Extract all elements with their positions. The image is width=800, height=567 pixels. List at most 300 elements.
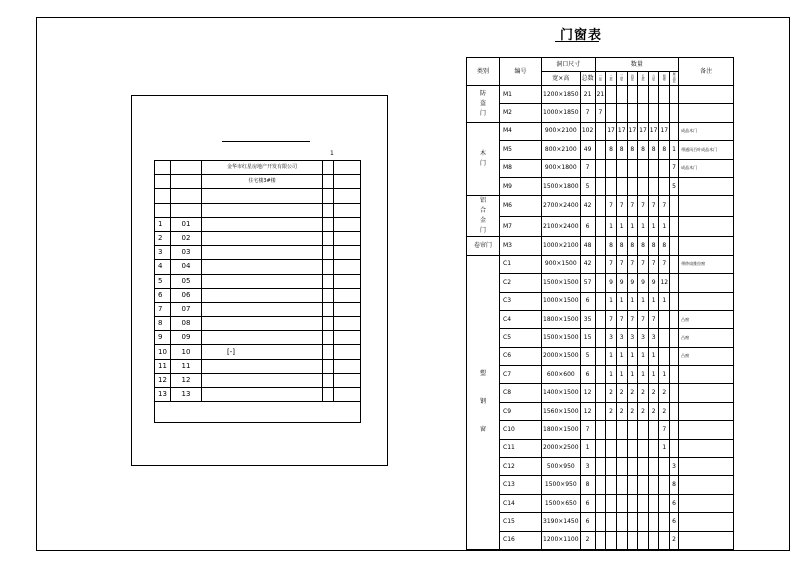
- floor-qty: [648, 458, 659, 476]
- floor-qty: 1: [659, 439, 670, 457]
- floor-qty: [638, 177, 649, 195]
- index-code: 05: [171, 274, 202, 288]
- floor-qty: 7: [616, 196, 627, 217]
- item-remark: 凸窗: [679, 310, 734, 328]
- floor-qty: 17: [616, 122, 627, 140]
- floor-qty: 7: [648, 310, 659, 328]
- floor-qty: [648, 531, 659, 549]
- index-code: 04: [171, 260, 202, 274]
- index-number: 6: [155, 288, 171, 302]
- item-total: 49: [580, 141, 595, 159]
- floor-qty: 7: [659, 196, 670, 217]
- floor-qty: [638, 421, 649, 439]
- floor-col-header: 三层: [616, 72, 627, 86]
- floor-qty: [627, 421, 638, 439]
- floor-qty: 8: [638, 141, 649, 159]
- category-cell: 铝合金门: [467, 196, 500, 237]
- floor-qty: [606, 531, 617, 549]
- item-remark: [679, 458, 734, 476]
- floor-qty: 1: [659, 216, 670, 237]
- floor-qty: 12: [659, 274, 670, 292]
- floor-qty: 3: [670, 458, 679, 476]
- floor-qty: 7: [627, 196, 638, 217]
- index-code: 10: [171, 345, 202, 359]
- floor-qty: 1: [606, 216, 617, 237]
- index-code: 09: [171, 331, 202, 345]
- width-height-header: 宽×高: [542, 72, 581, 86]
- floor-qty: [670, 237, 679, 255]
- floor-qty: [659, 531, 670, 549]
- floor-qty: [648, 421, 659, 439]
- floor-qty: [627, 494, 638, 512]
- index-code: 01: [171, 217, 202, 231]
- index-number: 10: [155, 345, 171, 359]
- index-number: 5: [155, 274, 171, 288]
- schedule-row: [467, 531, 734, 549]
- item-total: 57: [580, 274, 595, 292]
- item-total: 6: [580, 292, 595, 310]
- item-total: 42: [580, 255, 595, 273]
- schedule-row: [467, 274, 734, 292]
- index-row: [155, 231, 361, 245]
- item-code: C3: [500, 292, 542, 310]
- floor-qty: [670, 366, 679, 384]
- schedule-row: [467, 141, 734, 159]
- index-row: [155, 345, 361, 359]
- floor-qty: 7: [606, 310, 617, 328]
- item-remark: [679, 439, 734, 457]
- item-remark: 带通风百叶成品木门: [679, 141, 734, 159]
- floor-qty: [595, 476, 606, 494]
- index-number: 3: [155, 246, 171, 260]
- floor-qty: [606, 494, 617, 512]
- schedule-row: [467, 366, 734, 384]
- floor-qty: 1: [670, 141, 679, 159]
- floor-col-header: 一层: [595, 72, 606, 86]
- floor-qty: [659, 104, 670, 122]
- schedule-row: [467, 122, 734, 140]
- drawing-index-table: [154, 160, 361, 423]
- item-size: 1500×1800: [542, 177, 581, 195]
- floor-qty: [595, 216, 606, 237]
- item-code: M1: [500, 86, 542, 104]
- floor-qty: 7: [606, 196, 617, 217]
- floor-qty: [627, 513, 638, 531]
- floor-qty: [659, 458, 670, 476]
- item-code: M8: [500, 159, 542, 177]
- schedule-row: [467, 402, 734, 420]
- floor-qty: [648, 494, 659, 512]
- floor-qty: [638, 513, 649, 531]
- floor-qty: 2: [627, 402, 638, 420]
- floor-qty: 7: [627, 310, 638, 328]
- floor-qty: [595, 347, 606, 365]
- index-number: 1: [155, 217, 171, 231]
- floor-qty: [648, 513, 659, 531]
- schedule-row: [467, 196, 734, 217]
- floor-qty: 17: [659, 122, 670, 140]
- floor-qty: [616, 104, 627, 122]
- floor-qty: 3: [648, 329, 659, 347]
- floor-qty: 9: [616, 274, 627, 292]
- floor-qty: [606, 513, 617, 531]
- floor-qty: 1: [638, 366, 649, 384]
- floor-qty: [648, 86, 659, 104]
- floor-qty: [595, 292, 606, 310]
- floor-qty: 8: [648, 141, 659, 159]
- floor-qty: 1: [648, 216, 659, 237]
- category-cell: 防盗门: [467, 86, 500, 123]
- item-code: C5: [500, 329, 542, 347]
- schedule-row: [467, 329, 734, 347]
- index-number: 4: [155, 260, 171, 274]
- floor-qty: [659, 310, 670, 328]
- floor-col-header: 五层: [638, 72, 649, 86]
- floor-qty: [648, 476, 659, 494]
- company-name: 金华市红星房地产开发有限公司: [202, 161, 323, 175]
- floor-qty: 8: [659, 237, 670, 255]
- item-total: 12: [580, 402, 595, 420]
- item-size: 500×950: [542, 458, 581, 476]
- item-size: 1560×1500: [542, 402, 581, 420]
- floor-qty: 1: [638, 216, 649, 237]
- item-size: 1500×1500: [542, 329, 581, 347]
- item-total: 6: [580, 494, 595, 512]
- floor-qty: 2: [659, 384, 670, 402]
- item-total: 102: [580, 122, 595, 140]
- floor-qty: [638, 439, 649, 457]
- floor-qty: [616, 159, 627, 177]
- floor-qty: [627, 104, 638, 122]
- floor-qty: 1: [659, 366, 670, 384]
- item-total: 2: [580, 531, 595, 549]
- item-remark: 成品木门: [679, 159, 734, 177]
- item-total: 6: [580, 366, 595, 384]
- item-code: C15: [500, 513, 542, 531]
- floor-qty: [616, 439, 627, 457]
- floor-qty: [627, 458, 638, 476]
- item-total: 48: [580, 237, 595, 255]
- floor-qty: 6: [670, 513, 679, 531]
- floor-qty: 1: [648, 366, 659, 384]
- schedule-row: [467, 439, 734, 457]
- item-code: C10: [500, 421, 542, 439]
- schedule-row: [467, 384, 734, 402]
- index-row: [155, 274, 361, 288]
- item-size: 1200×1100: [542, 531, 581, 549]
- index-number: 9: [155, 331, 171, 345]
- floor-qty: [595, 141, 606, 159]
- item-total: 21: [580, 86, 595, 104]
- item-total: 3: [580, 458, 595, 476]
- item-total: 5: [580, 177, 595, 195]
- floor-qty: 21: [595, 86, 606, 104]
- index-code: 07: [171, 302, 202, 316]
- item-size: 900×1500: [542, 255, 581, 273]
- index-code: 13: [171, 388, 202, 402]
- index-code: 06: [171, 288, 202, 302]
- code-header: 编号: [500, 58, 542, 86]
- floor-qty: 2: [659, 402, 670, 420]
- item-remark: [679, 366, 734, 384]
- floor-qty: [606, 104, 617, 122]
- floor-qty: [616, 513, 627, 531]
- item-remark: [679, 476, 734, 494]
- floor-qty: [670, 439, 679, 457]
- floor-qty: [595, 513, 606, 531]
- floor-qty: [627, 476, 638, 494]
- floor-qty: 7: [616, 255, 627, 273]
- floor-qty: [595, 439, 606, 457]
- floor-qty: [595, 329, 606, 347]
- floor-qty: [606, 86, 617, 104]
- floor-qty: [616, 177, 627, 195]
- floor-qty: [595, 384, 606, 402]
- schedule-row: [467, 159, 734, 177]
- project-name: 住宅楼3#楼: [202, 175, 323, 189]
- floor-qty: [595, 421, 606, 439]
- floor-qty: [595, 310, 606, 328]
- floor-qty: 1: [627, 292, 638, 310]
- item-code: M5: [500, 141, 542, 159]
- floor-qty: 7: [659, 255, 670, 273]
- floor-qty: [616, 531, 627, 549]
- item-size: 1000×1500: [542, 292, 581, 310]
- floor-qty: [595, 531, 606, 549]
- floor-qty: 1: [616, 216, 627, 237]
- index-number: 12: [155, 373, 171, 387]
- schedule-row: [467, 421, 734, 439]
- schedule-row: [467, 177, 734, 195]
- item-size: 2000×1500: [542, 347, 581, 365]
- floor-qty: 2: [606, 402, 617, 420]
- schedule-row: [467, 255, 734, 273]
- item-size: 1800×1500: [542, 310, 581, 328]
- opening-header: 洞口尺寸: [542, 58, 596, 72]
- item-code: C12: [500, 458, 542, 476]
- floor-qty: [595, 237, 606, 255]
- index-number: 2: [155, 231, 171, 245]
- item-size: 1800×1500: [542, 421, 581, 439]
- floor-qty: [606, 177, 617, 195]
- item-total: 7: [580, 104, 595, 122]
- schedule-row: [467, 458, 734, 476]
- floor-qty: 2: [627, 384, 638, 402]
- floor-qty: [616, 86, 627, 104]
- index-row: [155, 302, 361, 316]
- item-remark: [679, 384, 734, 402]
- floor-qty: [606, 421, 617, 439]
- item-code: M2: [500, 104, 542, 122]
- item-remark: [679, 237, 734, 255]
- index-number: 13: [155, 388, 171, 402]
- index-number: 7: [155, 302, 171, 316]
- floor-qty: 7: [638, 196, 649, 217]
- item-remark: [679, 216, 734, 237]
- floor-qty: [606, 439, 617, 457]
- floor-qty: 3: [638, 329, 649, 347]
- floor-qty: [670, 216, 679, 237]
- item-size: 800×2100: [542, 141, 581, 159]
- floor-col-header: 二层: [606, 72, 617, 86]
- floor-qty: 1: [606, 347, 617, 365]
- floor-qty: [595, 196, 606, 217]
- item-code: C16: [500, 531, 542, 549]
- floor-qty: [659, 329, 670, 347]
- floor-qty: [670, 292, 679, 310]
- floor-qty: [638, 104, 649, 122]
- item-code: M4: [500, 122, 542, 140]
- floor-qty: 7: [627, 255, 638, 273]
- floor-qty: 7: [648, 255, 659, 273]
- index-row: [155, 388, 361, 402]
- floor-qty: [595, 402, 606, 420]
- floor-qty: 3: [627, 329, 638, 347]
- floor-qty: [627, 531, 638, 549]
- floor-qty: [670, 421, 679, 439]
- item-remark: [679, 421, 734, 439]
- floor-qty: [648, 159, 659, 177]
- item-total: 6: [580, 513, 595, 531]
- item-size: 1500×1500: [542, 274, 581, 292]
- floor-qty: 17: [606, 122, 617, 140]
- item-code: C11: [500, 439, 542, 457]
- item-code: C8: [500, 384, 542, 402]
- schedule-row: [467, 104, 734, 122]
- floor-qty: [638, 476, 649, 494]
- item-size: 2100×2400: [542, 216, 581, 237]
- index-row: [155, 331, 361, 345]
- item-code: C7: [500, 366, 542, 384]
- floor-qty: 3: [616, 329, 627, 347]
- item-code: M9: [500, 177, 542, 195]
- floor-qty: [627, 86, 638, 104]
- floor-qty: 9: [638, 274, 649, 292]
- item-remark: 带纱扇推拉窗: [679, 255, 734, 273]
- floor-qty: [670, 86, 679, 104]
- floor-qty: 8: [627, 237, 638, 255]
- item-size: 2700×2400: [542, 196, 581, 217]
- item-code: C6: [500, 347, 542, 365]
- floor-qty: [648, 177, 659, 195]
- item-remark: [679, 104, 734, 122]
- floor-qty: 2: [606, 384, 617, 402]
- item-size: 1200×1850: [542, 86, 581, 104]
- title-underline: [555, 41, 599, 42]
- floor-qty: 1: [616, 347, 627, 365]
- schedule-row: [467, 237, 734, 255]
- floor-qty: 9: [627, 274, 638, 292]
- floor-qty: 2: [648, 402, 659, 420]
- item-total: 6: [580, 216, 595, 237]
- floor-qty: 8: [616, 141, 627, 159]
- floor-qty: [638, 494, 649, 512]
- floor-qty: 8: [627, 141, 638, 159]
- item-code: M6: [500, 196, 542, 217]
- index-row: [155, 288, 361, 302]
- floor-qty: [638, 458, 649, 476]
- item-size: 3190×1450: [542, 513, 581, 531]
- item-remark: 凸窗: [679, 347, 734, 365]
- floor-qty: 8: [659, 141, 670, 159]
- floor-qty: 8: [606, 237, 617, 255]
- floor-qty: 1: [606, 292, 617, 310]
- item-size: 1400×1500: [542, 384, 581, 402]
- floor-qty: [659, 494, 670, 512]
- floor-qty: 1: [606, 366, 617, 384]
- floor-qty: 8: [670, 476, 679, 494]
- floor-qty: 9: [648, 274, 659, 292]
- index-code: 11: [171, 359, 202, 373]
- floor-qty: 2: [670, 531, 679, 549]
- item-size: 2000×2500: [542, 439, 581, 457]
- floor-qty: [616, 421, 627, 439]
- schedule-row: [467, 216, 734, 237]
- floor-qty: 2: [616, 384, 627, 402]
- index-row: [155, 217, 361, 231]
- item-remark: [679, 177, 734, 195]
- floor-qty: [659, 177, 670, 195]
- floor-qty: [638, 86, 649, 104]
- floor-qty: 5: [670, 177, 679, 195]
- item-code: C13: [500, 476, 542, 494]
- floor-qty: 1: [638, 292, 649, 310]
- index-row: [155, 246, 361, 260]
- door-window-title: 门窗表: [560, 28, 603, 43]
- floor-qty: 17: [648, 122, 659, 140]
- floor-qty: [659, 476, 670, 494]
- quantity-header: 数量: [595, 58, 678, 72]
- floor-col-header: 屋顶层: [670, 72, 679, 86]
- item-code: M7: [500, 216, 542, 237]
- index-row: [155, 260, 361, 274]
- floor-qty: [595, 494, 606, 512]
- floor-qty: 2: [616, 402, 627, 420]
- index-code: 03: [171, 246, 202, 260]
- floor-qty: [606, 476, 617, 494]
- floor-qty: 3: [606, 329, 617, 347]
- floor-qty: [595, 458, 606, 476]
- floor-qty: [670, 329, 679, 347]
- floor-qty: [595, 177, 606, 195]
- item-remark: [679, 196, 734, 217]
- item-code: M3: [500, 237, 542, 255]
- schedule-row: [467, 292, 734, 310]
- floor-qty: 1: [627, 347, 638, 365]
- floor-qty: 7: [606, 255, 617, 273]
- item-code: C1: [500, 255, 542, 273]
- floor-qty: [638, 159, 649, 177]
- item-remark: 成品木门: [679, 122, 734, 140]
- floor-qty: [659, 159, 670, 177]
- door-window-table: [466, 57, 734, 550]
- item-remark: [679, 531, 734, 549]
- floor-qty: [616, 494, 627, 512]
- index-code: 12: [171, 373, 202, 387]
- floor-qty: [595, 366, 606, 384]
- remark-header: 备注: [679, 58, 734, 86]
- floor-qty: [670, 384, 679, 402]
- floor-qty: 8: [606, 141, 617, 159]
- item-size: 1500×950: [542, 476, 581, 494]
- floor-qty: [638, 531, 649, 549]
- item-total: 8: [580, 476, 595, 494]
- floor-qty: [595, 255, 606, 273]
- floor-qty: 9: [606, 274, 617, 292]
- floor-col-header: 六层: [648, 72, 659, 86]
- index-row: [155, 359, 361, 373]
- item-remark: [679, 494, 734, 512]
